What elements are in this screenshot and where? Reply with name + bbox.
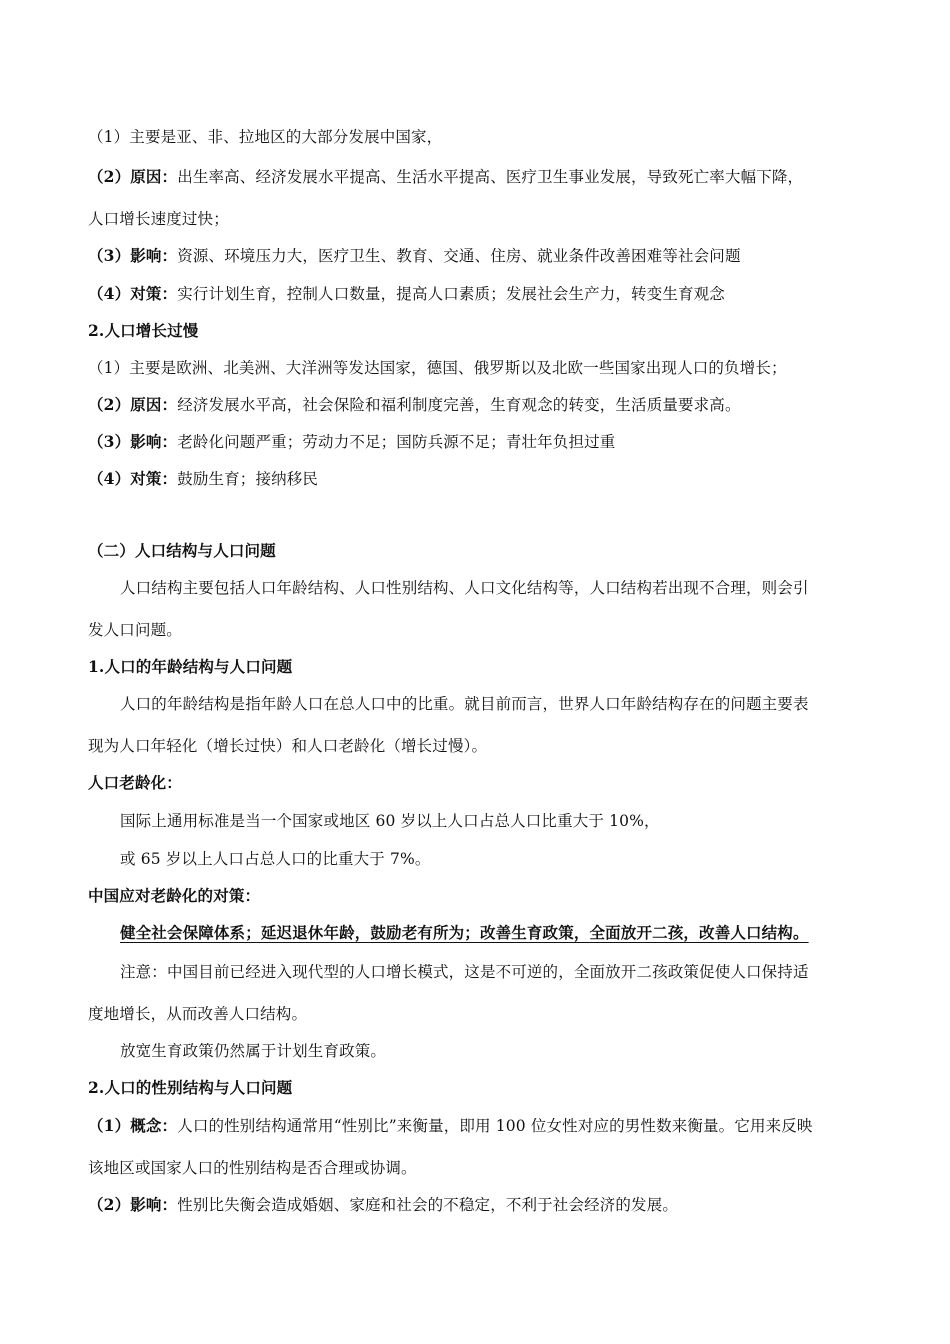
aging-heading: 人口老龄化： <box>88 773 182 792</box>
item-label: （3）影响： <box>88 432 178 451</box>
item-label: （2）原因： <box>88 395 178 414</box>
item-label: （2）影响： <box>88 1195 178 1214</box>
sex-ratio-concept-cont: 该地区或国家人口的性别结构是否合理或协调。 <box>88 1159 417 1177</box>
item-label: （4）对策： <box>88 469 178 488</box>
sex-ratio-impact <box>88 1195 678 1215</box>
structure-heading: （二）人口结构与人口问题 <box>88 541 276 560</box>
item-text: 鼓励生育；接纳移民 <box>177 470 319 488</box>
aging-standard-line2: 或 65 岁以上人口占总人口的比重大于 7%。 <box>120 850 431 868</box>
fast-growth-causes-cont: 人口增长速度过快； <box>88 210 229 228</box>
age-structure-heading: 1.人口的年龄结构与人口问题 <box>88 657 293 676</box>
item-text: 经济发展水平高，社会保险和福利制度完善，生育观念的转变，生活质量要求高。 <box>177 396 741 414</box>
item-text: 实行计划生育，控制人口数量，提高人口素质；发展社会生产力，转变生育观念 <box>177 285 725 303</box>
aging-standard-line1: 国际上通用标准是当一个国家或地区 60 岁以上人口占总人口比重大于 10%， <box>120 812 660 830</box>
item-label: （4）对策： <box>88 284 178 303</box>
china-aging-heading: 中国应对老龄化的对策： <box>88 886 261 905</box>
slow-growth-measures <box>88 469 318 489</box>
note-line3: 放宽生育政策仍然属于计划生育政策。 <box>120 1042 387 1060</box>
item-label: （2）原因： <box>88 167 178 186</box>
item-text: 资源、环境压力大，医疗卫生、教育、交通、住房、就业条件改善困难等社会问题 <box>177 247 741 265</box>
slow-growth-impact <box>88 432 615 452</box>
fast-growth-causes <box>88 167 803 187</box>
sex-structure-heading: 2.人口的性别结构与人口问题 <box>88 1078 293 1097</box>
slow-growth-heading: 2.人口增长过慢 <box>88 321 199 340</box>
china-aging-policy: 健全社会保障体系；延迟退休年龄，鼓励老有所为；改善生育政策，全面放开二孩，改善人口结构。 <box>120 923 809 942</box>
note-line2: 度地增长，从而改善人口结构。 <box>88 1005 308 1023</box>
structure-intro-line2: 发人口问题。 <box>88 621 182 639</box>
item-text: 人口的性别结构通常用“性别比”来衡量，即用 100 位女性对应的男性数来衡量。它用来反映 <box>177 1117 813 1135</box>
item-text: 出生率高、经济发展水平提高、生活水平提高、医疗卫生事业发展，导致死亡率大幅下降， <box>177 168 804 186</box>
structure-intro-line1: 人口结构主要包括人口年龄结构、人口性别结构、人口文化结构等，人口结构若出现不合理，则会引 <box>120 579 809 597</box>
item-label: （1）概念： <box>88 1116 178 1135</box>
item-text: 性别比失衡会造成婚姻、家庭和社会的不稳定，不利于社会经济的发展。 <box>177 1196 678 1214</box>
fast-growth-regions: （1）主要是亚、非、拉地区的大部分发展中国家， <box>88 128 443 146</box>
age-definition-line2: 现为人口年轻化（增长过快）和人口老龄化（增长过慢）。 <box>88 737 488 755</box>
item-text: 老龄化问题严重；劳动力不足；国防兵源不足；青壮年负担过重 <box>177 433 616 451</box>
age-definition-line1: 人口的年龄结构是指年龄人口在总人口中的比重。就目前而言，世界人口年龄结构存在的问题主要表 <box>120 695 809 713</box>
slow-growth-causes <box>88 395 741 415</box>
fast-growth-impact <box>88 246 741 266</box>
item-label: （3）影响： <box>88 246 178 265</box>
sex-ratio-concept <box>88 1116 813 1136</box>
slow-growth-regions: （1）主要是欧洲、北美洲、大洋洲等发达国家，德国、俄罗斯以及北欧一些国家出现人口的负增长； <box>88 359 787 377</box>
note-line1: 注意：中国目前已经进入现代型的人口增长模式，这是不可逆的，全面放开二孩政策促使人口保持适 <box>120 963 809 981</box>
fast-growth-measures <box>88 284 725 304</box>
